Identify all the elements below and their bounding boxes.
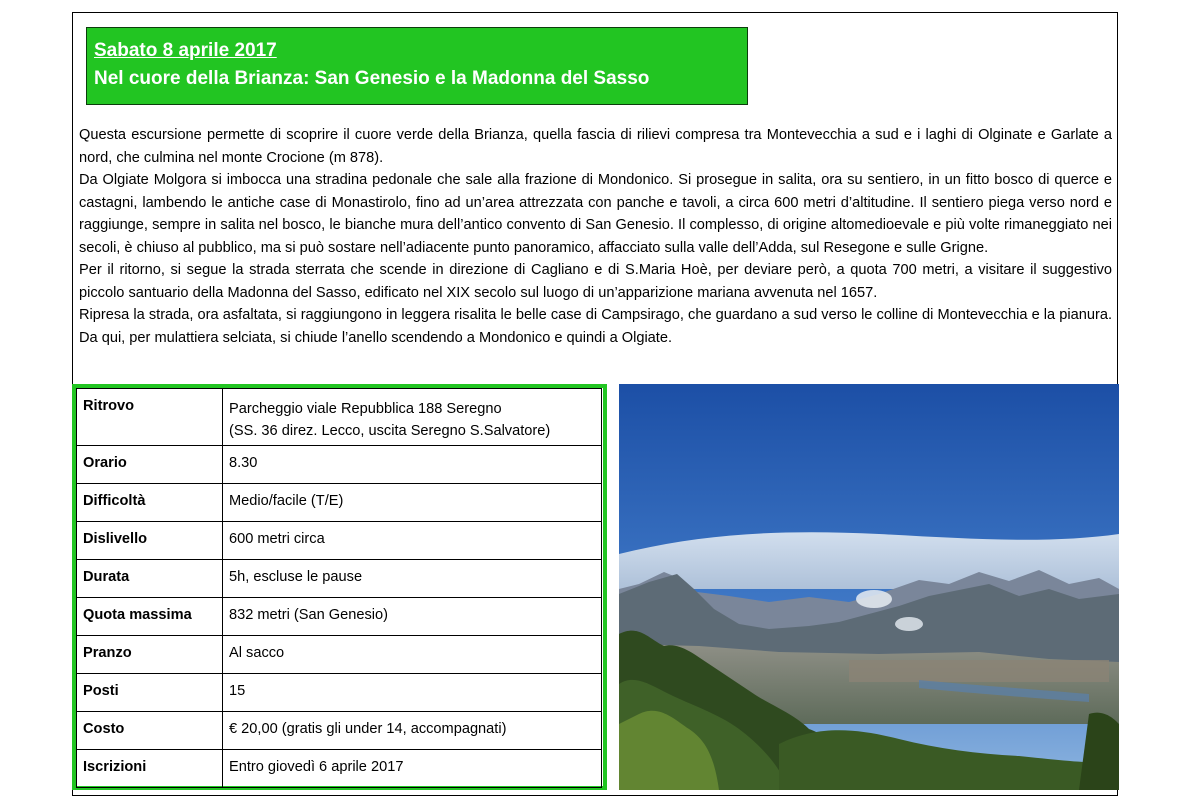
label-dislivello: Dislivello (77, 522, 223, 560)
table-row (77, 598, 602, 636)
value-quota: 832 metri (San Genesio) (223, 598, 602, 636)
label-durata: Durata (77, 560, 223, 598)
info-table (76, 388, 602, 788)
label-difficolta: Difficoltà (77, 484, 223, 522)
label-pranzo: Pranzo (77, 636, 223, 674)
table-row (77, 560, 602, 598)
description (79, 124, 1112, 349)
table-row (77, 636, 602, 674)
paragraph: Da Olgiate Molgora si imbocca una stradina pedonale che sale alla frazione di Mondonico. Si prosegue in salita, ora su sentiero, in un fitto bosco di querce e castagni, lambendo le antiche case di Monastirolo, fino ad un’area attrezzata con panche e tavoli, a circa 600 metri d’altitudine. Il sentiero piega verso nord e raggiunge, sempre in salita nel bosco, le bianche mura dell’antico convento di San Genesio. Il complesso, di origine altomedioevale e più volte rimaneggiato nei secoli, è chiuso al pubblico, ma si può sostare nell’adiacente punto panoramico, affacciato sulla valle dell’Adda, sul Resegone e sulle Grigne. (79, 172, 1112, 256)
value-posti: 15 (223, 674, 602, 712)
value-pranzo: Al sacco (223, 636, 602, 674)
label-posti: Posti (77, 674, 223, 712)
ritrovo-line1: Parcheggio viale Repubblica 188 Seregno (229, 401, 502, 417)
label-quota: Quota massima (77, 598, 223, 636)
table-row (77, 484, 602, 522)
value-durata: 5h, escluse le pause (223, 560, 602, 598)
table-row (77, 674, 602, 712)
table-row (77, 750, 602, 788)
event-title: Nel cuore della Brianza: San Genesio e la Madonna del Sasso (94, 68, 650, 89)
value-iscrizioni: Entro giovedì 6 aprile 2017 (223, 750, 602, 788)
table-row (77, 522, 602, 560)
label-costo: Costo (77, 712, 223, 750)
value-orario: 8.30 (223, 446, 602, 484)
title-banner (86, 27, 748, 105)
value-dislivello: 600 metri circa (223, 522, 602, 560)
paragraph: Per il ritorno, si segue la strada sterrata che scende in direzione di Cagliano e di S.Maria Hoè, per deviare però, a quota 700 metri, a visitare il suggestivo piccolo santuario della Madonna del Sasso, edificato nel XIX secolo sul luogo di un’apparizione mariana avvenuta nel 1657. (79, 262, 1112, 301)
event-date: Sabato 8 aprile 2017 (94, 40, 277, 61)
paragraph: Questa escursione permette di scoprire il cuore verde della Brianza, quella fascia di rilievi compresa tra Montevecchia a sud e i laghi di Olginate e Garlate a nord, che culmina nel monte Crocione (m 878). (79, 127, 1112, 166)
table-row (77, 389, 602, 446)
table-row (77, 712, 602, 750)
label-iscrizioni: Iscrizioni (77, 750, 223, 788)
label-ritrovo: Ritrovo (77, 389, 223, 446)
value-costo: € 20,00 (gratis gli under 14, accompagnati) (223, 712, 602, 750)
landscape-photo (619, 384, 1119, 790)
value-difficolta: Medio/facile (T/E) (223, 484, 602, 522)
table-row (77, 446, 602, 484)
ritrovo-line2: (SS. 36 direz. Lecco, uscita Seregno S.Salvatore) (229, 423, 551, 439)
label-orario: Orario (77, 446, 223, 484)
paragraph: Ripresa la strada, ora asfaltata, si raggiungono in leggera risalita le belle case di Campsirago, che guardano a sud verso le colline di Montevecchia e la pianura. Da qui, per mulattiera selciata, si chiude l’anello scendendo a Mondonico e quindi a Olgiate. (79, 307, 1112, 346)
value-ritrovo (223, 389, 602, 446)
